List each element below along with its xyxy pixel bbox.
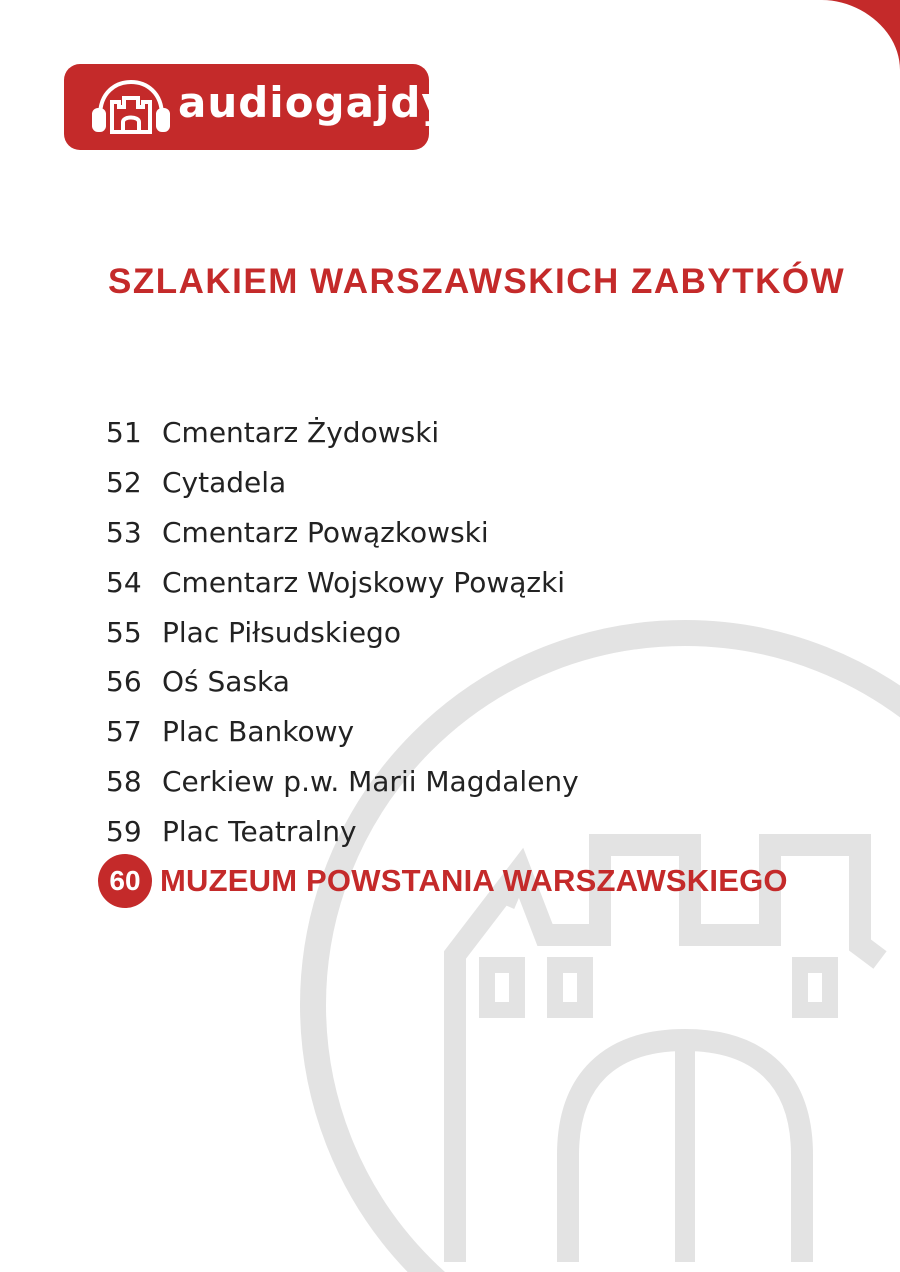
chapter-title: Cytadela <box>162 466 287 500</box>
list-item <box>106 508 788 558</box>
chapter-title: Plac Piłsudskiego <box>162 615 401 649</box>
chapter-number: 52 <box>106 466 142 500</box>
current-chapter-item <box>98 856 788 906</box>
chapter-title: Plac Teatralny <box>162 814 357 848</box>
list-item <box>106 806 788 856</box>
chapter-title: Cmentarz Powązkowski <box>162 515 489 549</box>
chapter-title: Cmentarz Żydowski <box>162 416 440 450</box>
chapter-number: 53 <box>106 515 142 549</box>
series-title: SZLAKIEM WARSZAWSKICH ZABYTKÓW <box>108 262 846 301</box>
current-chapter-badge: 60 <box>98 854 152 908</box>
brand-name: audiogajdy <box>178 78 450 127</box>
brand-logo <box>64 64 450 150</box>
list-item <box>106 757 788 807</box>
castle-headphones-icon <box>86 76 176 138</box>
list-item <box>106 657 788 707</box>
current-chapter-title: MUZEUM POWSTANIA WARSZAWSKIEGO <box>160 863 788 899</box>
chapter-title: Oś Saska <box>162 665 290 699</box>
list-item <box>106 707 788 757</box>
chapter-title: Plac Bankowy <box>162 715 355 749</box>
chapter-number: 55 <box>106 615 142 649</box>
chapter-title: Cmentarz Wojskowy Powązki <box>162 565 566 599</box>
list-item <box>106 458 788 508</box>
list-item <box>106 607 788 657</box>
chapter-number: 54 <box>106 565 142 599</box>
chapter-number: 58 <box>106 764 142 798</box>
chapter-number: 57 <box>106 715 142 749</box>
chapter-number: 51 <box>106 416 142 450</box>
list-item <box>106 557 788 607</box>
chapter-number: 56 <box>106 665 142 699</box>
chapter-number: 59 <box>106 814 142 848</box>
list-item <box>106 408 788 458</box>
chapter-list <box>106 408 788 906</box>
chapter-title: Cerkiew p.w. Marii Magdaleny <box>162 764 579 798</box>
